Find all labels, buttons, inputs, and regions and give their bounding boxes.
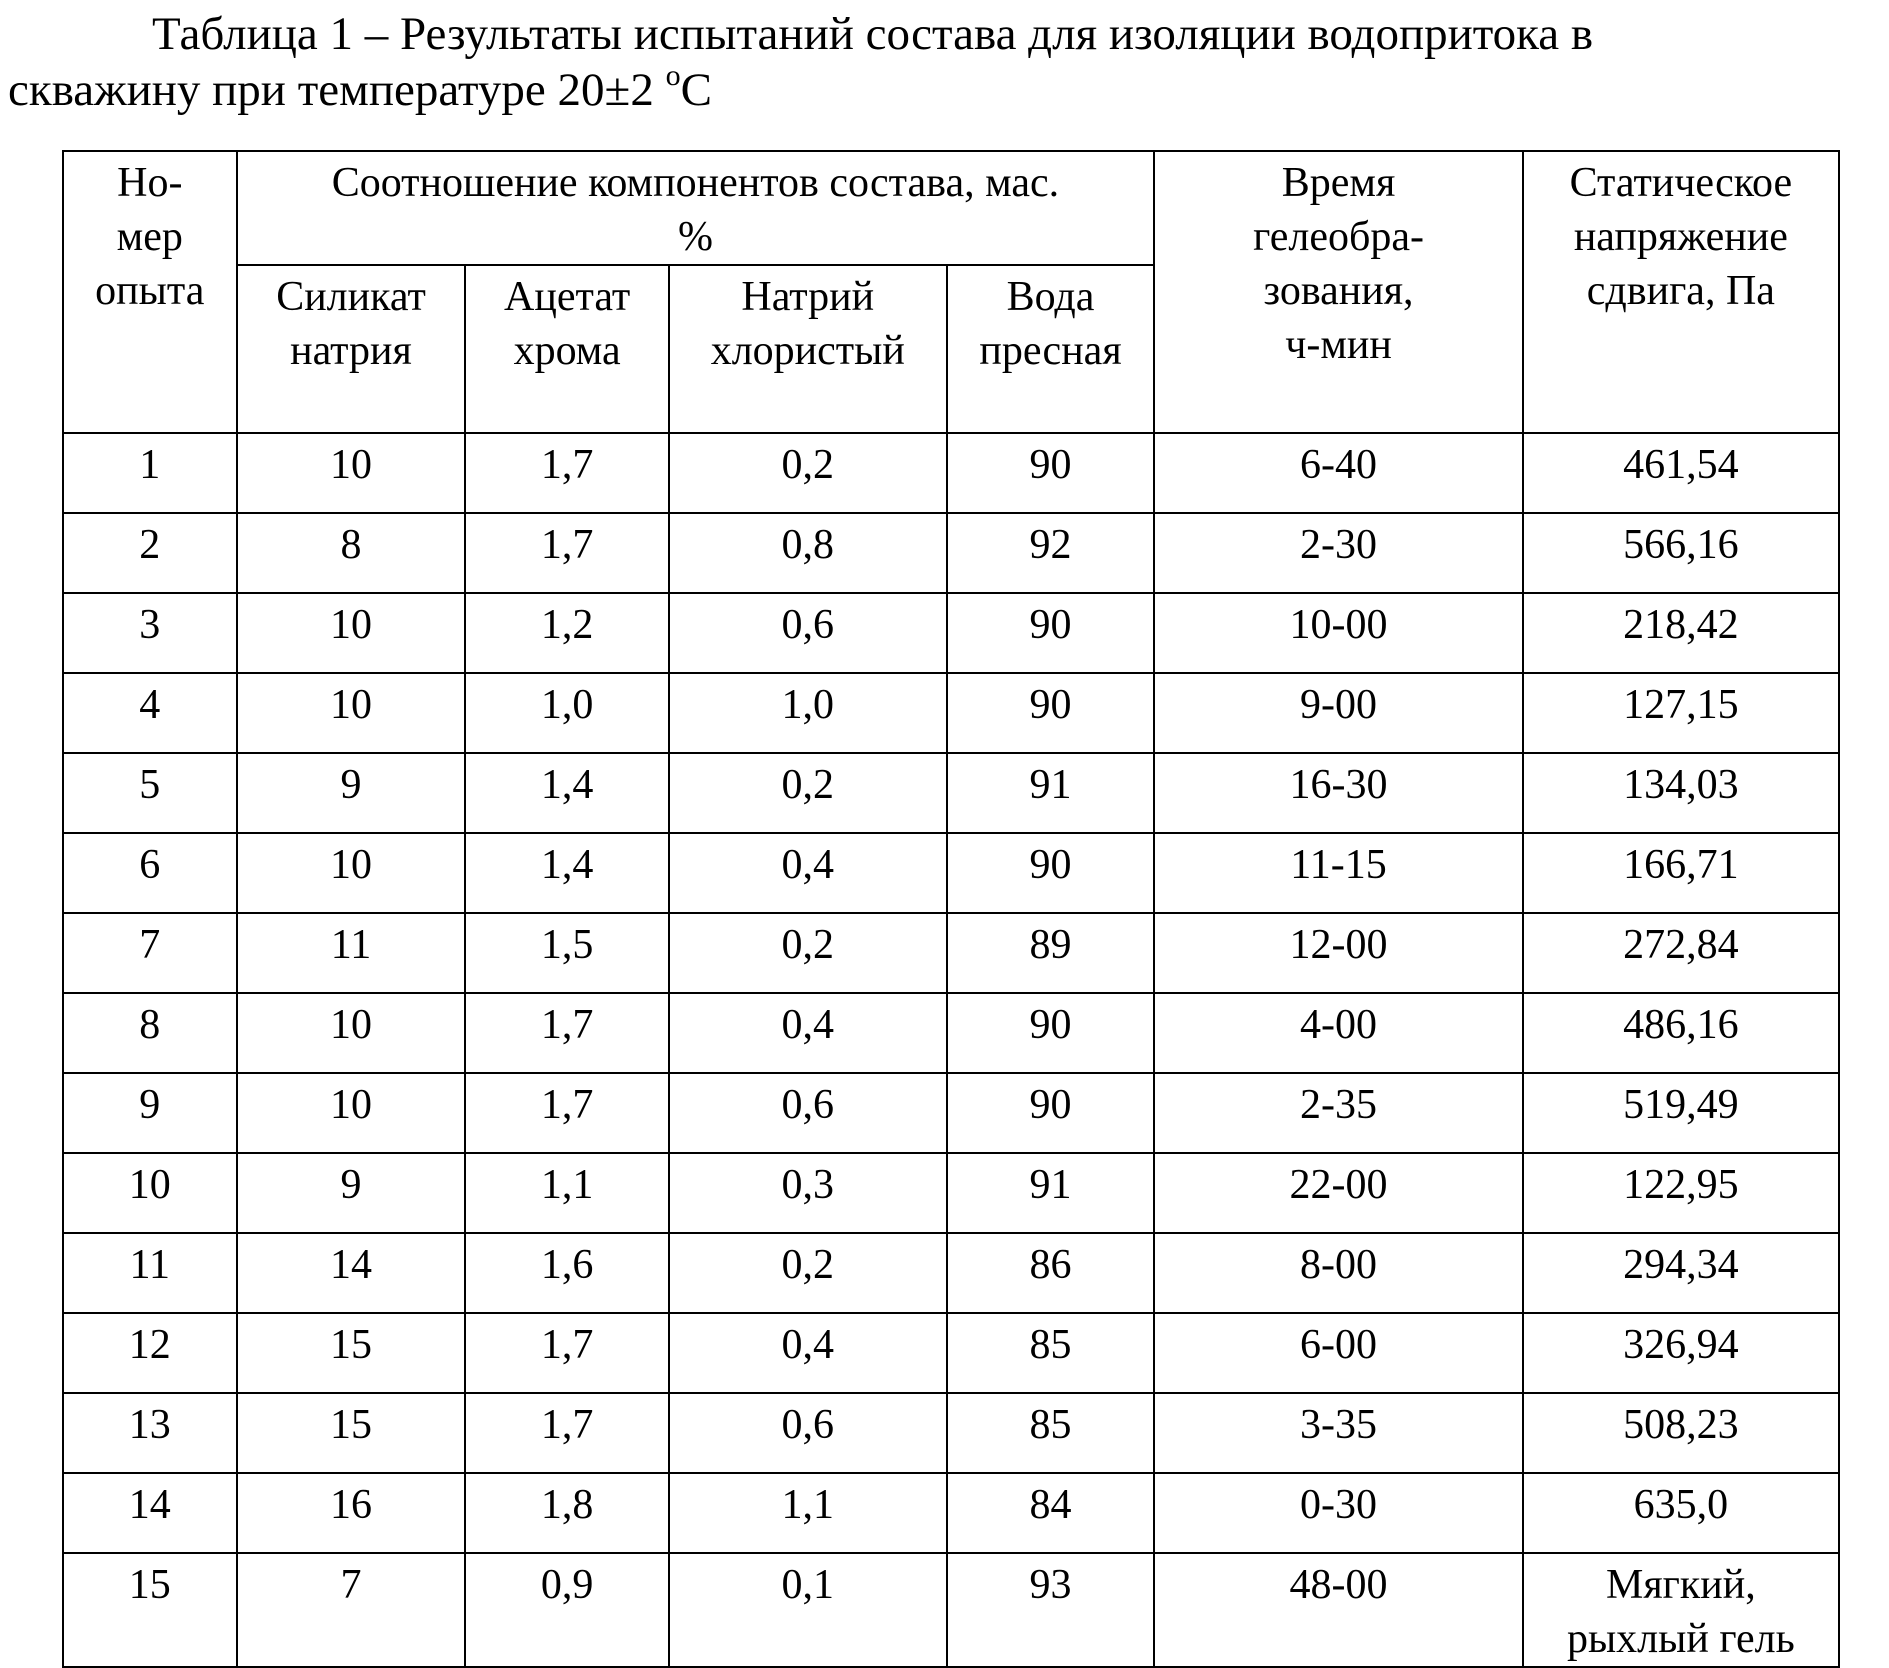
cell-chromium-acetate: 1,5 xyxy=(465,913,668,993)
cell-sodium-silicate: 10 xyxy=(237,1073,466,1153)
shear-note-line-1: Мягкий, xyxy=(1605,1562,1756,1608)
header-experiment-number: Но- мер опыта xyxy=(63,151,237,433)
cell-shear-stress: 508,23 xyxy=(1523,1393,1839,1473)
cell-shear-stress xyxy=(1523,1553,1839,1667)
table-row xyxy=(63,1233,1839,1313)
cell-gel-time: 2-35 xyxy=(1154,1073,1522,1153)
cell-experiment-number: 6 xyxy=(63,833,237,913)
header-sodium-silicate: Силикат натрия xyxy=(237,265,466,433)
cell-shear-stress: 218,42 xyxy=(1523,593,1839,673)
cell-fresh-water: 90 xyxy=(947,433,1155,513)
cell-chromium-acetate: 1,7 xyxy=(465,993,668,1073)
cell-fresh-water: 84 xyxy=(947,1473,1155,1553)
cell-shear-stress: 122,95 xyxy=(1523,1153,1839,1233)
table-row xyxy=(63,1393,1839,1473)
cell-experiment-number: 13 xyxy=(63,1393,237,1473)
cell-shear-stress: 272,84 xyxy=(1523,913,1839,993)
table-body xyxy=(63,433,1839,1667)
cell-experiment-number: 14 xyxy=(63,1473,237,1553)
table-caption xyxy=(8,6,1883,118)
cell-gel-time: 6-40 xyxy=(1154,433,1522,513)
cell-fresh-water: 85 xyxy=(947,1313,1155,1393)
cell-sodium-silicate: 9 xyxy=(237,753,466,833)
cell-sodium-silicate: 8 xyxy=(237,513,466,593)
cell-fresh-water: 90 xyxy=(947,593,1155,673)
header-fresh-water: Вода пресная xyxy=(947,265,1155,433)
cell-sodium-chloride: 0,2 xyxy=(669,913,947,993)
cell-shear-stress: 566,16 xyxy=(1523,513,1839,593)
cell-experiment-number: 4 xyxy=(63,673,237,753)
table-row xyxy=(63,833,1839,913)
cell-fresh-water: 93 xyxy=(947,1553,1155,1667)
cell-sodium-silicate: 14 xyxy=(237,1233,466,1313)
cell-chromium-acetate: 1,2 xyxy=(465,593,668,673)
cell-experiment-number: 3 xyxy=(63,593,237,673)
cell-sodium-silicate: 11 xyxy=(237,913,466,993)
header-chromium-acetate: Ацетат хрома xyxy=(465,265,668,433)
cell-chromium-acetate: 1,7 xyxy=(465,1313,668,1393)
cell-sodium-chloride: 1,0 xyxy=(669,673,947,753)
cell-experiment-number: 11 xyxy=(63,1233,237,1313)
table-row xyxy=(63,1473,1839,1553)
table-row xyxy=(63,1073,1839,1153)
cell-fresh-water: 90 xyxy=(947,1073,1155,1153)
cell-fresh-water: 89 xyxy=(947,913,1155,993)
table-row xyxy=(63,913,1839,993)
cell-gel-time: 8-00 xyxy=(1154,1233,1522,1313)
cell-fresh-water: 91 xyxy=(947,1153,1155,1233)
caption-line-2 xyxy=(8,59,1883,118)
shear-note-line-2: рыхлый гель xyxy=(1566,1616,1795,1662)
cell-fresh-water: 85 xyxy=(947,1393,1155,1473)
cell-sodium-silicate: 10 xyxy=(237,593,466,673)
cell-shear-stress: 635,0 xyxy=(1523,1473,1839,1553)
cell-sodium-chloride: 0,3 xyxy=(669,1153,947,1233)
temperature-unit: С xyxy=(680,64,712,116)
cell-gel-time: 16-30 xyxy=(1154,753,1522,833)
header-shear-stress: Статическое напряжение сдвига, Па xyxy=(1523,151,1839,433)
cell-chromium-acetate: 1,8 xyxy=(465,1473,668,1553)
cell-sodium-chloride: 0,6 xyxy=(669,1393,947,1473)
cell-fresh-water: 91 xyxy=(947,753,1155,833)
cell-experiment-number: 12 xyxy=(63,1313,237,1393)
cell-gel-time: 11-15 xyxy=(1154,833,1522,913)
cell-shear-stress: 519,49 xyxy=(1523,1073,1839,1153)
cell-shear-stress: 486,16 xyxy=(1523,993,1839,1073)
cell-sodium-silicate: 7 xyxy=(237,1553,466,1667)
results-table xyxy=(62,150,1840,1668)
cell-sodium-silicate: 9 xyxy=(237,1153,466,1233)
cell-shear-stress: 134,03 xyxy=(1523,753,1839,833)
cell-sodium-chloride: 0,2 xyxy=(669,433,947,513)
cell-shear-stress: 294,34 xyxy=(1523,1233,1839,1313)
cell-chromium-acetate: 1,6 xyxy=(465,1233,668,1313)
cell-gel-time: 6-00 xyxy=(1154,1313,1522,1393)
cell-shear-stress: 127,15 xyxy=(1523,673,1839,753)
cell-experiment-number: 8 xyxy=(63,993,237,1073)
cell-sodium-silicate: 10 xyxy=(237,993,466,1073)
cell-chromium-acetate: 1,0 xyxy=(465,673,668,753)
table-row xyxy=(63,433,1839,513)
cell-experiment-number: 15 xyxy=(63,1553,237,1667)
cell-sodium-chloride: 0,4 xyxy=(669,1313,947,1393)
cell-chromium-acetate: 1,7 xyxy=(465,433,668,513)
cell-fresh-water: 86 xyxy=(947,1233,1155,1313)
cell-sodium-silicate: 15 xyxy=(237,1393,466,1473)
table-row xyxy=(63,593,1839,673)
cell-shear-stress: 166,71 xyxy=(1523,833,1839,913)
degree-superscript: о xyxy=(665,59,681,92)
header-sodium-chloride: Натрий хлористый xyxy=(669,265,947,433)
table-row xyxy=(63,513,1839,593)
cell-fresh-water: 92 xyxy=(947,513,1155,593)
caption-line-2-text: скважину при температуре 20±2 xyxy=(8,64,666,116)
cell-chromium-acetate: 1,7 xyxy=(465,1393,668,1473)
cell-sodium-chloride: 0,1 xyxy=(669,1553,947,1667)
cell-experiment-number: 1 xyxy=(63,433,237,513)
cell-chromium-acetate: 0,9 xyxy=(465,1553,668,1667)
header-gel-time: Время гелеобра- зования, ч-мин xyxy=(1154,151,1522,433)
cell-experiment-number: 9 xyxy=(63,1073,237,1153)
cell-sodium-silicate: 15 xyxy=(237,1313,466,1393)
cell-chromium-acetate: 1,1 xyxy=(465,1153,668,1233)
table-row xyxy=(63,1313,1839,1393)
cell-sodium-silicate: 16 xyxy=(237,1473,466,1553)
cell-gel-time: 10-00 xyxy=(1154,593,1522,673)
cell-sodium-chloride: 0,4 xyxy=(669,833,947,913)
table-row xyxy=(63,993,1839,1073)
cell-sodium-silicate: 10 xyxy=(237,673,466,753)
cell-sodium-chloride: 0,6 xyxy=(669,593,947,673)
caption-line-1: Таблица 1 – Результаты испытаний состава для изоляции водопритока в xyxy=(152,8,1594,60)
cell-sodium-silicate: 10 xyxy=(237,833,466,913)
header-component-ratio: Соотношение компонентов состава, мас. % xyxy=(237,151,1155,265)
cell-fresh-water: 90 xyxy=(947,993,1155,1073)
cell-chromium-acetate: 1,7 xyxy=(465,1073,668,1153)
table-row xyxy=(63,753,1839,833)
cell-sodium-chloride: 0,6 xyxy=(669,1073,947,1153)
cell-shear-stress: 326,94 xyxy=(1523,1313,1839,1393)
cell-experiment-number: 2 xyxy=(63,513,237,593)
cell-experiment-number: 7 xyxy=(63,913,237,993)
cell-chromium-acetate: 1,4 xyxy=(465,833,668,913)
cell-gel-time: 0-30 xyxy=(1154,1473,1522,1553)
cell-shear-stress: 461,54 xyxy=(1523,433,1839,513)
cell-sodium-silicate: 10 xyxy=(237,433,466,513)
cell-gel-time: 22-00 xyxy=(1154,1153,1522,1233)
cell-fresh-water: 90 xyxy=(947,673,1155,753)
cell-gel-time: 2-30 xyxy=(1154,513,1522,593)
cell-sodium-chloride: 0,4 xyxy=(669,993,947,1073)
cell-experiment-number: 10 xyxy=(63,1153,237,1233)
cell-sodium-chloride: 0,2 xyxy=(669,753,947,833)
table-header xyxy=(63,151,1839,433)
cell-gel-time: 9-00 xyxy=(1154,673,1522,753)
cell-sodium-chloride: 1,1 xyxy=(669,1473,947,1553)
cell-fresh-water: 90 xyxy=(947,833,1155,913)
table-row xyxy=(63,1553,1839,1667)
cell-gel-time: 48-00 xyxy=(1154,1553,1522,1667)
cell-gel-time: 4-00 xyxy=(1154,993,1522,1073)
cell-sodium-chloride: 0,8 xyxy=(669,513,947,593)
table-row xyxy=(63,1153,1839,1233)
cell-chromium-acetate: 1,4 xyxy=(465,753,668,833)
cell-sodium-chloride: 0,2 xyxy=(669,1233,947,1313)
cell-gel-time: 12-00 xyxy=(1154,913,1522,993)
cell-gel-time: 3-35 xyxy=(1154,1393,1522,1473)
table-row xyxy=(63,673,1839,753)
cell-chromium-acetate: 1,7 xyxy=(465,513,668,593)
cell-experiment-number: 5 xyxy=(63,753,237,833)
